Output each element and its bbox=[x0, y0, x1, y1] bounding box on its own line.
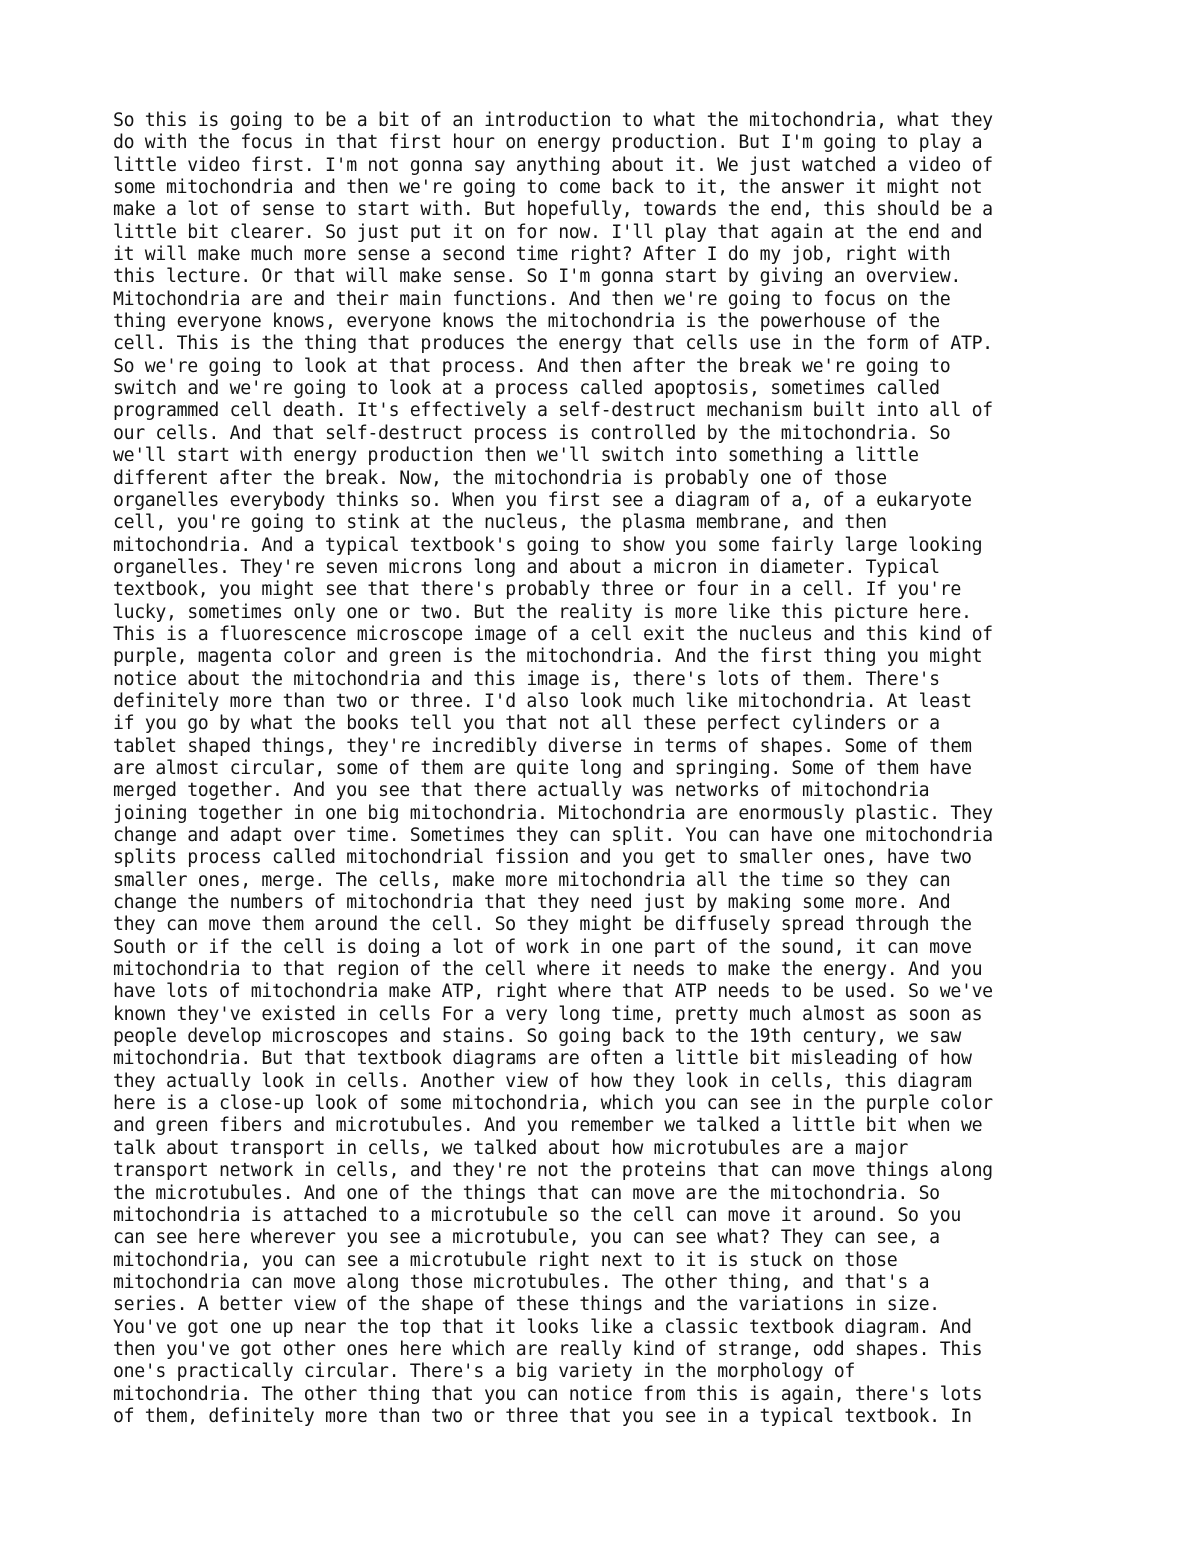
text-line: textbook, you might see that there's probably three or four in a cell. If you're bbox=[113, 579, 961, 601]
text-line: organelles. They're seven microns long and about a micron in diameter. Typical bbox=[113, 556, 940, 578]
text-line: they can move them around the cell. So they might be diffusely spread through the bbox=[113, 914, 972, 936]
text-line: change and adapt over time. Sometimes they can split. You can have one mitochondria bbox=[113, 825, 993, 846]
text-line: little video first. I'm not gonna say anything about it. We just watched a video of bbox=[113, 154, 993, 176]
text-line: programmed cell death. It's effectively a self-destruct mechanism built into all of bbox=[113, 400, 993, 422]
text-line: South or if the cell is doing a lot of work in one part of the sound, it can move bbox=[113, 936, 972, 958]
text-line: series. A better view of the shape of these things and the variations in size. bbox=[113, 1294, 940, 1316]
text-line: mitochondria can move along those microtubules. The other thing, and that's a bbox=[113, 1271, 930, 1293]
text-line: mitochondria. And a typical textbook's going to show you some fairly large looking bbox=[113, 534, 983, 556]
text-line: cell, you're going to stink at the nucleus, the plasma membrane, and then bbox=[113, 512, 887, 534]
text-line: joining together in one big mitochondria. Mitochondria are enormously plastic. They bbox=[113, 802, 993, 824]
text-line: You've got one up near the top that it looks like a classic textbook diagram. And bbox=[113, 1316, 972, 1338]
text-line: little bit clearer. So just put it on for now. I'll play that again at the end and bbox=[113, 221, 983, 243]
text-line: the microtubules. And one of the things that can move are the mitochondria. So bbox=[113, 1182, 940, 1204]
text-line: are almost circular, some of them are quite long and springing. Some of them have bbox=[113, 757, 972, 779]
text-line: change the numbers of mitochondria that they need just by making some more. And bbox=[113, 892, 951, 914]
text-line: people develop microscopes and stains. So going back to the 19th century, we saw bbox=[113, 1026, 961, 1048]
text-line: switch and we're going to look at a process called apoptosis, sometimes called bbox=[113, 378, 940, 400]
text-line: mitochondria. The other thing that you can notice from this is again, there's lots bbox=[113, 1383, 983, 1405]
text-line: smaller ones, merge. The cells, make more mitochondria all the time so they can bbox=[113, 869, 951, 891]
text-line: of them, definitely more than two or three that you see in a typical textbook. In bbox=[113, 1405, 972, 1427]
text-line: cell. This is the thing that produces the energy that cells use in the form of ATP. bbox=[113, 333, 993, 355]
text-line: Mitochondria are and their main functions. And then we're going to focus on the bbox=[113, 288, 951, 310]
text-line: organelles everybody thinks so. When you first see a diagram of a, of a eukaryote bbox=[113, 489, 972, 511]
text-line: make a lot of sense to start with. But hopefully, towards the end, this should be a bbox=[113, 199, 993, 221]
text-line: mitochondria is attached to a microtubule so the cell can move it around. So you bbox=[113, 1204, 961, 1226]
text-line: transport network in cells, and they're not the proteins that can move things along bbox=[113, 1160, 993, 1182]
text-line: we'll start with energy production then we'll switch into something a little bbox=[113, 445, 919, 467]
text-line: this lecture. Or that will make sense. So I'm gonna start by giving an overview. bbox=[113, 266, 961, 288]
transcript-text bbox=[113, 110, 1103, 1428]
text-line: it will make much more sense a second time right? After I do my job, right with bbox=[113, 244, 951, 266]
text-line: This is a fluorescence microscope image of a cell exit the nucleus and this kind of bbox=[113, 623, 993, 645]
text-line: talk about transport in cells, we talked about how microtubules are a major bbox=[113, 1137, 908, 1159]
text-line: notice about the mitochondria and this image is, there's lots of them. There's bbox=[113, 668, 940, 690]
text-line: known they've existed in cells For a very long time, pretty much almost as soon as bbox=[113, 1003, 983, 1025]
text-line: merged together. And you see that there actually was networks of mitochondria bbox=[113, 780, 930, 802]
text-line: thing everyone knows, everyone knows the mitochondria is the powerhouse of the bbox=[113, 311, 940, 333]
text-line: do with the focus in that first hour on energy production. But I'm going to play a bbox=[113, 132, 983, 154]
text-line: splits process called mitochondrial fission and you get to smaller ones, have two bbox=[113, 847, 972, 869]
text-line: definitely more than two or three. I'd also look much like mitochondria. At least bbox=[113, 690, 972, 712]
text-line: some mitochondria and then we're going to come back to it, the answer it might not bbox=[113, 177, 983, 199]
text-line: they actually look in cells. Another view of how they look in cells, this diagram bbox=[113, 1070, 972, 1092]
text-line: different after the break. Now, the mitochondria is probably one of those bbox=[113, 467, 887, 489]
text-line: mitochondria. But that textbook diagrams are often a little bit misleading of how bbox=[113, 1048, 972, 1070]
text-line: purple, magenta color and green is the mitochondria. And the first thing you might bbox=[113, 646, 983, 668]
text-line: one's practically circular. There's a big variety in the morphology of bbox=[113, 1361, 855, 1383]
text-line: mitochondria to that region of the cell where it needs to make the energy. And you bbox=[113, 959, 983, 981]
text-line: can see here wherever you see a microtubule, you can see what? They can see, a bbox=[113, 1227, 940, 1249]
text-line: mitochondria, you can see a microtubule right next to it is stuck on those bbox=[113, 1249, 898, 1271]
text-line: and green fibers and microtubules. And you remember we talked a little bit when we bbox=[113, 1115, 983, 1137]
text-line: So we're going to look at that process. And then after the break we're going to bbox=[113, 355, 951, 377]
text-line: have lots of mitochondria make ATP, right where that ATP needs to be used. So we've bbox=[113, 981, 993, 1003]
text-line: then you've got other ones here which are really kind of strange, odd shapes. This bbox=[113, 1338, 983, 1360]
text-line: our cells. And that self-destruct process is controlled by the mitochondria. So bbox=[113, 422, 951, 444]
text-line: if you go by what the books tell you that not all these perfect cylinders or a bbox=[113, 713, 940, 735]
text-line: lucky, sometimes only one or two. But the reality is more like this picture here. bbox=[113, 601, 972, 623]
text-line: tablet shaped things, they're incredibly diverse in terms of shapes. Some of them bbox=[113, 735, 972, 757]
text-line: here is a close-up look of some mitochondria, which you can see in the purple color bbox=[113, 1093, 993, 1115]
text-line: So this is going to be a bit of an introduction to what the mitochondria, what they bbox=[113, 110, 993, 131]
